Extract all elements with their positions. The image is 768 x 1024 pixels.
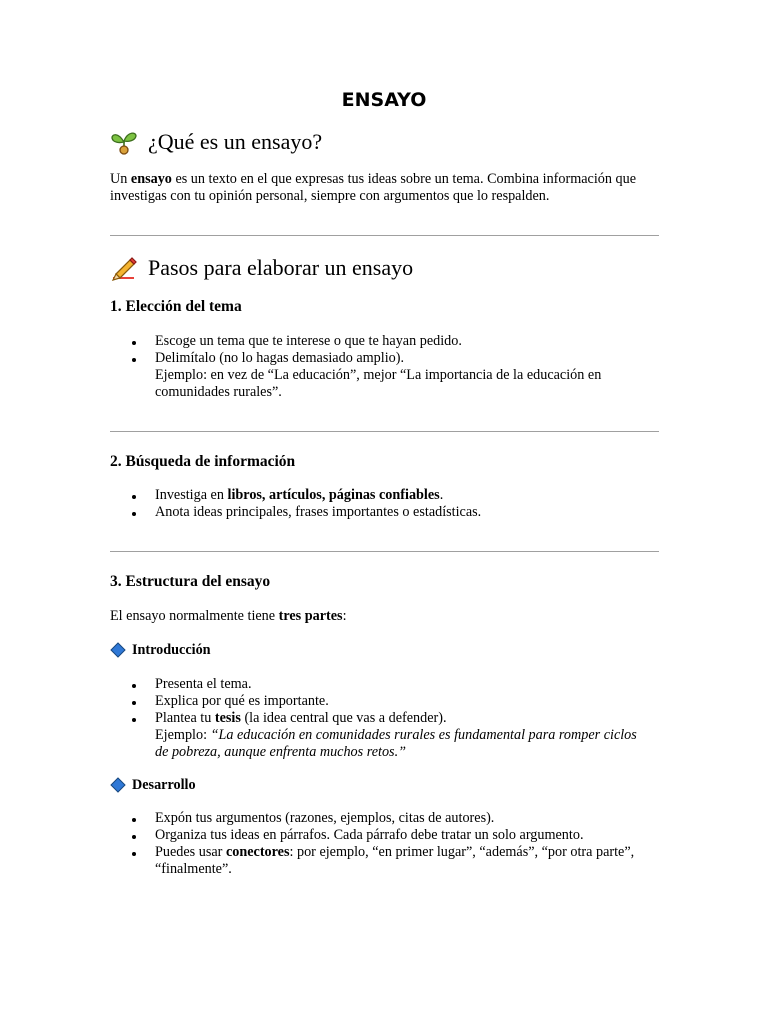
seedling-icon [110,128,138,156]
bold-text: libros, artículos, páginas confiables [227,487,440,503]
text-run: Un [110,171,131,187]
list-item [110,827,650,844]
list-item [110,350,650,401]
introduccion-label: Introducción [132,642,211,658]
list-item [110,487,650,504]
text-run: : [342,608,347,624]
divider [110,431,659,432]
list-item [110,676,650,693]
text-run: Puedes usar [155,844,226,860]
divider [110,551,659,552]
step-2-list [110,487,650,521]
text-run: : por ejemplo, “en primer lugar”, “además”, “por otra parte”, “finalmente”. [155,844,635,877]
text-run: Expón tus argumentos (razones, ejemplos, citas de autores). [155,810,495,826]
text-run: Plantea tu [155,710,215,726]
section-heading-what [110,128,670,156]
text-run: Presenta el tema. [155,676,252,692]
text-run: . [439,487,444,503]
step-2-heading: 2. Búsqueda de información [110,453,296,470]
step-3-intro [110,608,662,625]
step-3-heading: 3. Estructura del ensayo [110,573,271,590]
list-item [110,693,650,710]
text-run: Ejemplo: [155,727,211,743]
introduccion-list [110,676,650,761]
section-heading-what-text: ¿Qué es un ensayo? [148,129,323,154]
text-run: Ejemplo: en vez de “La educación”, mejor “La importancia de la educación en comunidades rurales”. [155,367,602,400]
text-run: El ensayo normalmente tiene [110,608,279,624]
bold-text: ensayo [130,171,172,187]
text-run: Organiza tus ideas en párrafos. Cada párrafo debe tratar un solo argumento. [155,827,584,843]
bold-text: tres partes [278,608,343,624]
text-run: es un texto en el que expresas tus ideas sobre un tema. Combina información que investigas con tu opinión personal, siempre con argumentos que lo respalden. [110,171,637,204]
section-heading-steps [110,254,670,282]
text-run: (la idea central que vas a defender). [240,710,447,726]
blue-diamond-icon [110,777,126,793]
bold-text: conectores [225,844,290,860]
pencil-icon [110,254,138,282]
desarrollo-label: Desarrollo [132,777,196,793]
list-item [110,710,650,761]
text-run: Investiga en [155,487,228,503]
desarrollo-heading [110,776,670,794]
step-1-heading: 1. Elección del tema [110,298,242,315]
section-heading-steps-text: Pasos para elaborar un ensayo [148,255,414,280]
introduccion-heading [110,641,670,659]
list-item [110,810,650,827]
bold-text: tesis [214,710,241,726]
document-title: ENSAYO [341,89,427,111]
text-run: Delimítalo (no lo hagas demasiado amplio). [155,350,405,366]
divider [110,235,659,236]
step-1-list [110,333,650,401]
italic-text: “La educación en comunidades rurales es fundamental para romper ciclos de pobreza, aunque enfrenta muchos retos.” [155,727,637,760]
desarrollo-list [110,810,650,878]
text-run: Escoge un tema que te interese o que te hayan pedido. [155,333,462,349]
list-item [110,504,650,521]
blue-diamond-icon [110,642,126,658]
intro-paragraph [110,171,662,205]
list-item [110,844,650,878]
list-item [110,333,650,350]
text-run: Explica por qué es importante. [155,693,329,709]
text-run: Anota ideas principales, frases importantes o estadísticas. [155,504,482,520]
